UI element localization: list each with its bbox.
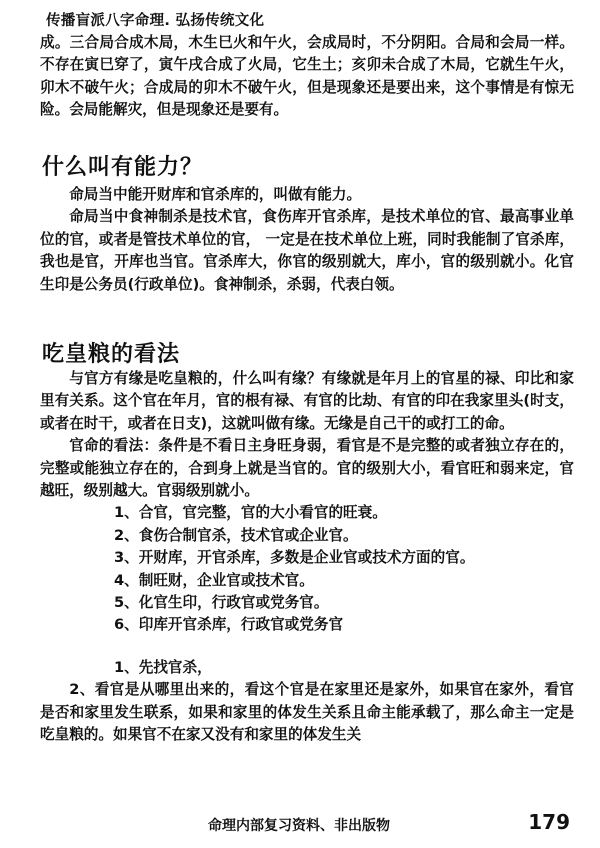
- section1-heading: 什么叫有能力？: [42, 155, 204, 180]
- list-item: 6、印库开官杀库，行政官或党务官: [114, 616, 344, 634]
- section2-paragraph: 与官方有缘是吃皇粮的，什么叫有缘？有缘就是年月上的官星的禄、印比和家里有关系。这个官在年月，官的根有禄、有官的比劫、有官的印在我家里头(时支，或者在时干，或者在日支)，这就叫做有缘。无缘是自己干的或打工的命。: [40, 370, 574, 432]
- page-header: 传播盲派八字命理. 弘扬传统文化: [46, 13, 265, 29]
- list-item: 1、先找官杀，: [114, 658, 212, 676]
- intro-paragraph: 成。三合局合成木局，木生巳火和午火，会成局时，不分阴阳。合局和会局一样。不存在寅巳穿了，寅午戌合成了火局，它生土；亥卯未合成了木局，它就生午火，卯木不破午火；合成局的卯木不破午火，但是现象还是要出来，这个事情是有惊无险。会局能解灾，但是现象还是要有。: [40, 34, 574, 119]
- list-item: 1、合官，官完整，官的大小看官的旺衰。: [114, 504, 387, 522]
- section2-paragraph: 2、看官是从哪里出来的，看这个官是在家里还是家外，如果官在家外，看官是否和家里发生联系，如果和家里的体发生关系且命主能承载了，那么命主一定是吃皇粮的。如果官不在家又没有和家里的体发生关: [40, 681, 574, 744]
- list-item: 5、化官生印，行政官或党务官。: [114, 594, 329, 612]
- list-item: 2、食伤合制官杀，技术官或企业官。: [114, 526, 358, 544]
- section2-body: [40, 368, 574, 747]
- intro-block: [40, 32, 574, 122]
- section1-paragraph: 命局当中食神制杀是技术官，食伤库开官杀库，是技术单位的官、最高事业单位的官，或者是管技术单位的官， 一定是在技术单位上班，同时我能制了官杀库，我也是官，开库也当官。官杀库大，你官的级别就大，库小，官的级别就小。化官生印是公务员(行政单位)。食神制杀，杀弱，代表白领。: [40, 208, 574, 293]
- section1-paragraph: 命局当中能开财库和官杀库的，叫做有能力。: [69, 186, 362, 203]
- section2-heading: 吃皇粮的看法: [42, 342, 181, 367]
- list-item: 3、开财库，开官杀库，多数是企业官或技术方面的官。: [114, 549, 475, 567]
- spacer: [40, 637, 574, 657]
- list-item: 4、制旺财，企业官或技术官。: [114, 571, 314, 589]
- footer-note: 命理内部复习资料、非出版物: [208, 818, 390, 834]
- section1-body: [40, 184, 574, 296]
- section2-paragraph: 官命的看法：条件是不看日主身旺身弱，看官是不是完整的或者独立存在的，完整或能独立存在的，合到身上就是当官的。官的级别大小，看官旺和弱来定，官越旺，级别越大。官弱级别就小。: [40, 437, 574, 500]
- page-number: 179: [528, 810, 570, 834]
